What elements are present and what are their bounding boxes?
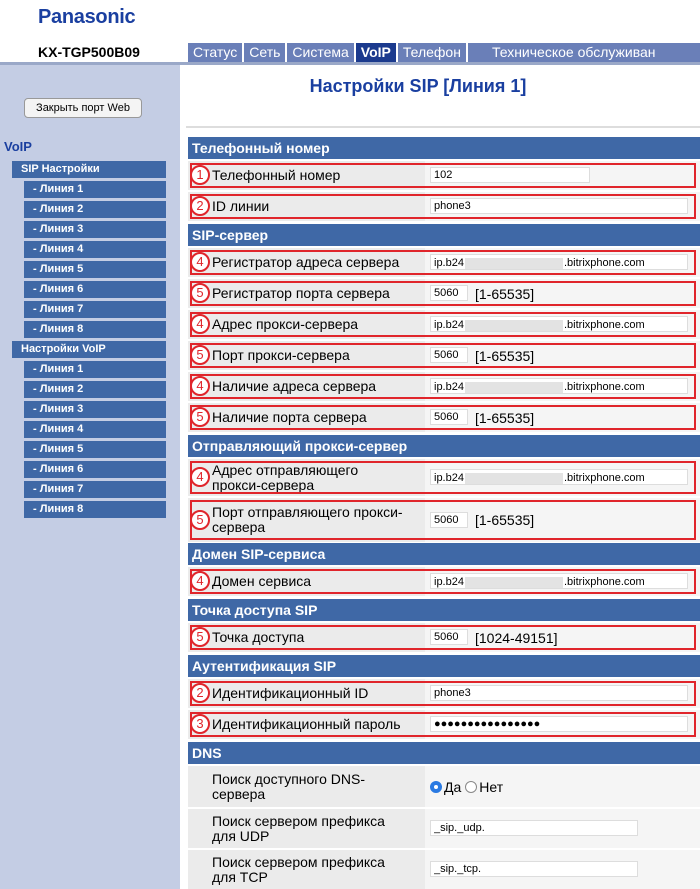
- step-badge: 2: [190, 196, 210, 216]
- presence-port-input[interactable]: [430, 409, 468, 425]
- auth-password-input[interactable]: [430, 716, 688, 732]
- redacted-block: [465, 382, 563, 393]
- step-badge: 1: [190, 165, 210, 185]
- outbound-port-cell: [425, 498, 700, 542]
- sidebar-voip-line-6[interactable]: - Линия 6: [24, 461, 166, 478]
- registrar-port-input[interactable]: [430, 285, 468, 301]
- step-badge: 5: [190, 627, 210, 647]
- dns-srv-label: Поиск доступного DNS-сервера: [212, 770, 366, 802]
- row-service-domain: [188, 567, 700, 596]
- sidebar-voip-line-8[interactable]: - Линия 8: [24, 501, 166, 518]
- sidebar-voip-line-3[interactable]: - Линия 3: [24, 401, 166, 418]
- tab-voip[interactable]: VoIP: [356, 43, 398, 62]
- step-badge: 4: [190, 314, 210, 334]
- outbound-port-input[interactable]: [430, 512, 468, 528]
- outbound-address-cell: [425, 459, 700, 496]
- line-id-label: ID линии: [212, 198, 270, 214]
- presence-port-range: [1-65535]: [475, 409, 535, 426]
- udp-prefix-cell: [425, 809, 700, 848]
- sidebar-sip-line-3[interactable]: - Линия 3: [24, 221, 166, 238]
- sidebar-voip-line-4[interactable]: - Линия 4: [24, 421, 166, 438]
- access-point-label: Точка доступа: [212, 629, 305, 645]
- step-badge: 5: [190, 345, 210, 365]
- presence-address-label: Наличие адреса сервера: [212, 378, 377, 394]
- section-auth: Аутентификация SIP: [188, 655, 700, 677]
- presence-port-cell: [425, 403, 700, 432]
- udp-prefix-input[interactable]: [430, 820, 638, 836]
- presence-port-label: Наличие порта сервера: [212, 409, 367, 425]
- row-auth-password: [188, 710, 700, 739]
- udp-prefix-label: Поиск сервером префикса для UDP: [212, 812, 385, 844]
- dns-srv-no-radio[interactable]: [465, 781, 477, 793]
- row-presence-address: [188, 372, 700, 401]
- row-presence-port: [188, 403, 700, 432]
- line-id-input[interactable]: [430, 198, 688, 214]
- tcp-prefix-input[interactable]: [430, 861, 638, 877]
- redacted-block: [465, 577, 563, 588]
- outbound-port-label: Порт отправляющего прокси-сервера: [212, 504, 403, 535]
- registrar-address-cell: [425, 248, 700, 277]
- proxy-port-label: Порт прокси-сервера: [212, 347, 350, 363]
- dns-srv-yes-radio[interactable]: [430, 781, 442, 793]
- proxy-port-input[interactable]: [430, 347, 468, 363]
- tab-maintenance[interactable]: Техническое обслуживан: [491, 44, 656, 60]
- row-line-id: [188, 192, 700, 221]
- proxy-port-cell: [425, 341, 700, 370]
- row-access-point: [188, 623, 700, 652]
- sidebar-sip-line-6[interactable]: - Линия 6: [24, 281, 166, 298]
- proxy-address-label: Адрес прокси-сервера: [212, 316, 359, 332]
- access-point-cell: [425, 623, 700, 652]
- access-point-input[interactable]: [430, 629, 468, 645]
- row-tcp-prefix: [188, 850, 700, 889]
- auth-id-label: Идентификационный ID: [212, 685, 369, 701]
- sidebar-sip-line-7[interactable]: - Линия 7: [24, 301, 166, 318]
- tcp-prefix-cell: [425, 850, 700, 889]
- dns-srv-no-label: Нет: [479, 779, 504, 795]
- step-badge: 2: [190, 683, 210, 703]
- service-domain-input[interactable]: ip.b24 .bitrixphone.com: [430, 573, 688, 589]
- step-badge: 3: [190, 714, 210, 734]
- sidebar-sip-line-1[interactable]: - Линия 1: [24, 181, 166, 198]
- step-badge: 4: [190, 467, 210, 487]
- step-badge: 4: [190, 571, 210, 591]
- proxy-address-cell: [425, 310, 700, 339]
- tab-phone[interactable]: Телефон: [398, 43, 468, 62]
- redacted-block: [465, 473, 563, 484]
- section-phone-number: Телефонный номер: [188, 137, 700, 159]
- service-domain-cell: [425, 567, 700, 596]
- sidebar-voip-line-5[interactable]: - Линия 5: [24, 441, 166, 458]
- outbound-address-input[interactable]: ip.b24 .bitrixphone.com: [430, 469, 688, 485]
- row-registrar-address: [188, 248, 700, 277]
- tcp-prefix-label: Поиск сервером префикса для TCP: [212, 853, 385, 885]
- access-point-range: [1024-49151]: [475, 629, 558, 646]
- outbound-address-label: Адрес отправляющего прокси-сервера: [212, 461, 359, 493]
- phone-number-input[interactable]: [430, 167, 590, 183]
- sidebar-sip-line-4[interactable]: - Линия 4: [24, 241, 166, 258]
- redacted-block: [465, 320, 563, 331]
- phone-number-cell: [425, 161, 700, 190]
- dns-srv-yes-label: Да: [444, 779, 462, 795]
- outbound-port-range: [1-65535]: [475, 512, 535, 528]
- auth-id-cell: [425, 679, 700, 708]
- sidebar-group-voip-settings[interactable]: Настройки VoIP: [12, 341, 166, 358]
- dns-srv-cell: [425, 766, 700, 807]
- auth-id-input[interactable]: [430, 685, 688, 701]
- registrar-port-range: [1-65535]: [475, 285, 535, 302]
- sidebar-sip-line-2[interactable]: - Линия 2: [24, 201, 166, 218]
- auth-password-label: Идентификационный пароль: [212, 716, 401, 732]
- presence-address-cell: [425, 372, 700, 401]
- model-name: KX-TGP500B09: [38, 44, 140, 60]
- line-id-cell: [425, 192, 700, 221]
- section-dns: DNS: [188, 742, 700, 764]
- row-proxy-port: [188, 341, 700, 370]
- row-phone-number: [188, 161, 700, 190]
- page-title: Настройки SIP [Линия 1]: [309, 76, 527, 96]
- step-badge: 4: [190, 376, 210, 396]
- registrar-port-label: Регистратор порта сервера: [212, 285, 390, 301]
- sidebar-voip-line-2[interactable]: - Линия 2: [24, 381, 166, 398]
- title-divider: [186, 126, 700, 128]
- row-dns-srv: [188, 766, 700, 807]
- tab-system[interactable]: Система: [287, 43, 355, 62]
- section-service-domain: Домен SIP-сервиса: [188, 543, 700, 565]
- tab-network[interactable]: Сеть: [244, 43, 287, 62]
- section-sip-server: SIP-сервер: [188, 224, 700, 246]
- section-access-point: Точка доступа SIP: [188, 599, 700, 621]
- step-badge: 5: [190, 283, 210, 303]
- sidebar-voip-line-7[interactable]: - Линия 7: [24, 481, 166, 498]
- auth-password-cell: [425, 710, 700, 739]
- redacted-block: [465, 258, 563, 269]
- sidebar-sip-line-8[interactable]: - Линия 8: [24, 321, 166, 338]
- service-domain-label: Домен сервиса: [212, 573, 312, 589]
- registrar-address-input[interactable]: ip.b24 .bitrixphone.com: [430, 254, 688, 270]
- step-badge: 5: [190, 407, 210, 427]
- phone-number-label: Телефонный номер: [212, 167, 341, 183]
- top-nav: [188, 43, 700, 62]
- close-web-port-button[interactable]: Закрыть порт Web: [24, 98, 142, 118]
- step-badge: 4: [190, 252, 210, 272]
- row-outbound-port: [188, 498, 700, 542]
- registrar-port-cell: [425, 279, 700, 308]
- dns-srv-radio-group: [430, 779, 503, 795]
- proxy-address-input[interactable]: ip.b24 .bitrixphone.com: [430, 316, 688, 332]
- row-auth-id: [188, 679, 700, 708]
- step-badge: 5: [190, 510, 210, 530]
- section-outbound-proxy: Отправляющий прокси-сервер: [188, 435, 700, 457]
- sidebar-group-sip-settings[interactable]: SIP Настройки: [12, 161, 166, 178]
- row-registrar-port: [188, 279, 700, 308]
- registrar-address-label: Регистратор адреса сервера: [212, 254, 400, 270]
- row-udp-prefix: [188, 809, 700, 848]
- sidebar-sip-line-5[interactable]: - Линия 5: [24, 261, 166, 278]
- panasonic-logo: Panasonic: [38, 6, 136, 28]
- presence-address-input[interactable]: ip.b24 .bitrixphone.com: [430, 378, 688, 394]
- sidebar-voip-line-1[interactable]: - Линия 1: [24, 361, 166, 378]
- sidebar-section-title: VoIP: [4, 139, 32, 154]
- sidebar: [0, 65, 180, 889]
- row-proxy-address: [188, 310, 700, 339]
- tab-status[interactable]: Статус: [188, 43, 244, 62]
- proxy-port-range: [1-65535]: [475, 347, 535, 364]
- row-outbound-address: [188, 459, 700, 496]
